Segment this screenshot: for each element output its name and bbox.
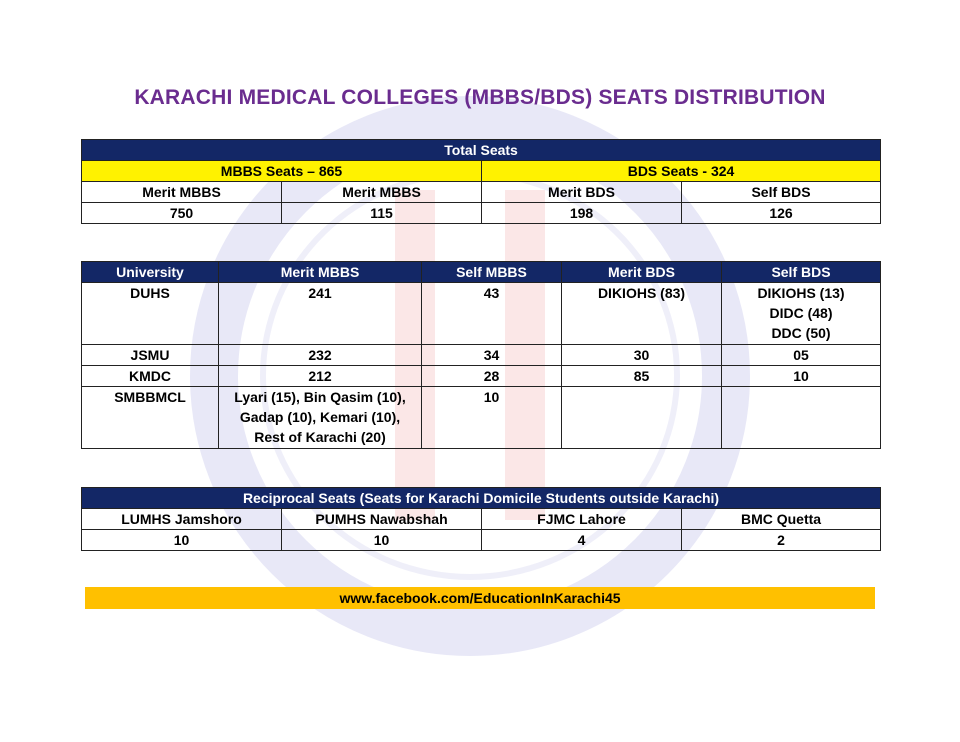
column-header: BMC Quetta — [682, 509, 881, 530]
table-cell: 212 — [219, 366, 422, 387]
table-cell: 750 — [82, 203, 282, 224]
column-header: University — [82, 262, 219, 283]
university-name: KMDC — [82, 366, 219, 387]
table-cell: 10 — [82, 530, 282, 551]
column-header: FJMC Lahore — [482, 509, 682, 530]
university-name: JSMU — [82, 345, 219, 366]
table-cell: 28 — [422, 366, 562, 387]
total-seats-header: Total Seats — [82, 140, 881, 161]
table-cell: 115 — [282, 203, 482, 224]
table-cell: 232 — [219, 345, 422, 366]
table-cell: 4 — [482, 530, 682, 551]
column-header: Merit MBBS — [82, 182, 282, 203]
table-row — [82, 283, 881, 345]
mbbs-seats-group: MBBS Seats – 865 — [82, 161, 482, 182]
table-cell — [722, 283, 881, 345]
cell-line: DIKIOHS (13) — [757, 285, 845, 301]
table-cell: 2 — [682, 530, 881, 551]
column-header: Merit MBBS — [219, 262, 422, 283]
facebook-link[interactable]: www.facebook.com/EducationInKarachi45 — [85, 587, 875, 609]
table-cell: 43 — [422, 283, 562, 345]
table-cell: 10 — [282, 530, 482, 551]
table-row — [82, 366, 881, 387]
cell-line: Gadap (10), Kemari (10), — [239, 409, 401, 425]
total-seats-table — [81, 139, 881, 224]
table-cell — [722, 387, 881, 449]
cell-line: DIDC (48) — [769, 305, 833, 321]
university-seats-table — [81, 261, 881, 449]
cell-line: Rest of Karachi (20) — [254, 429, 386, 445]
column-header: Merit BDS — [482, 182, 682, 203]
table-cell: 10 — [722, 366, 881, 387]
bds-seats-group: BDS Seats - 324 — [482, 161, 881, 182]
column-header: Self BDS — [722, 262, 881, 283]
column-header: PUMHS Nawabshah — [282, 509, 482, 530]
column-header: LUMHS Jamshoro — [82, 509, 282, 530]
university-name: SMBBMCL — [82, 387, 219, 449]
page-title: KARACHI MEDICAL COLLEGES (MBBS/BDS) SEATS DISTRIBUTION — [134, 86, 826, 109]
university-name: DUHS — [82, 283, 219, 345]
table-cell: 34 — [422, 345, 562, 366]
table-cell: 241 — [219, 283, 422, 345]
column-header: Merit MBBS — [282, 182, 482, 203]
table-cell — [562, 387, 722, 449]
table-cell: 198 — [482, 203, 682, 224]
table-cell: DIKIOHS (83) — [562, 283, 722, 345]
table-cell: 30 — [562, 345, 722, 366]
table-cell: 85 — [562, 366, 722, 387]
table-cell: 10 — [422, 387, 562, 449]
cell-line: DDC (50) — [771, 325, 831, 341]
column-header: Self BDS — [682, 182, 881, 203]
table-cell: 126 — [682, 203, 881, 224]
column-header: Merit BDS — [562, 262, 722, 283]
reciprocal-seats-header: Reciprocal Seats (Seats for Karachi Domicile Students outside Karachi) — [82, 488, 881, 509]
column-header: Self MBBS — [422, 262, 562, 283]
table-row — [82, 387, 881, 449]
reciprocal-seats-table — [81, 487, 881, 551]
table-cell: 05 — [722, 345, 881, 366]
table-cell — [219, 387, 422, 449]
table-row — [82, 345, 881, 366]
cell-line: Lyari (15), Bin Qasim (10), — [234, 389, 406, 405]
